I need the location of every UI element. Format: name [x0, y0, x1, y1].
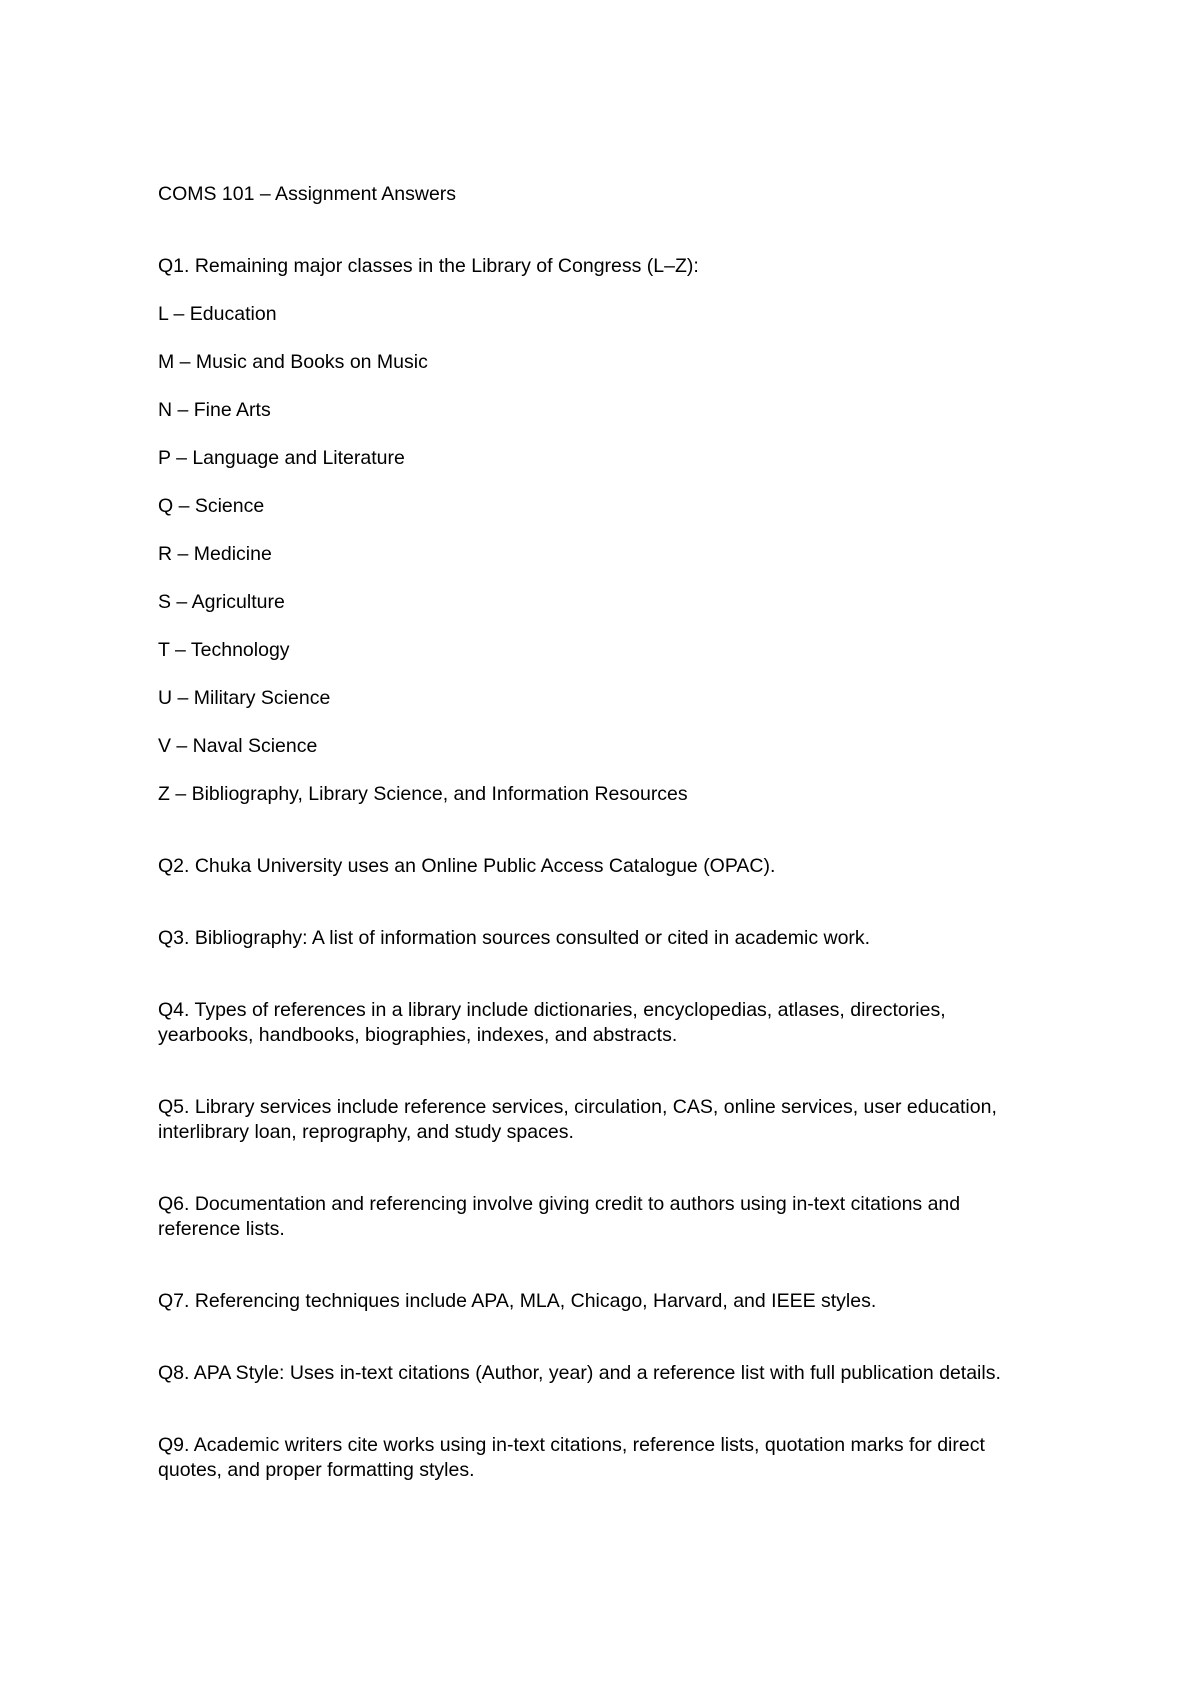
answer-q3	[158, 926, 1058, 951]
answer-q5	[158, 1095, 1058, 1145]
answer-q4	[158, 998, 1058, 1048]
lc-class-item: T – Technology	[158, 639, 290, 661]
answer-line: Q6. Documentation and referencing involve giving credit to authors using in-text citations and	[158, 1193, 961, 1215]
answer-line: Q7. Referencing techniques include APA, MLA, Chicago, Harvard, and IEEE styles.	[158, 1290, 877, 1312]
lc-class-item: S – Agriculture	[158, 591, 285, 613]
answer-q2	[158, 854, 1058, 879]
answer-line: Q9. Academic writers cite works using in-text citations, reference lists, quotation marks for direct	[158, 1434, 985, 1456]
answer-line: Q8. APA Style: Uses in-text citations (Author, year) and a reference list with full publication details.	[158, 1362, 1001, 1384]
lc-class-list	[158, 302, 1058, 807]
answer-q6	[158, 1192, 1058, 1242]
answer-line: reference lists.	[158, 1218, 285, 1240]
lc-class-item: P – Language and Literature	[158, 447, 405, 469]
answer-q8	[158, 1361, 1058, 1386]
lc-class-item: V – Naval Science	[158, 735, 318, 757]
lc-class-item: M – Music and Books on Music	[158, 351, 428, 373]
answer-line: Q2. Chuka University uses an Online Public Access Catalogue (OPAC).	[158, 855, 776, 877]
answer-q9	[158, 1433, 1058, 1483]
answer-line: quotes, and proper formatting styles.	[158, 1459, 475, 1481]
answer-line: interlibrary loan, reprography, and study spaces.	[158, 1121, 574, 1143]
q1-heading: Q1. Remaining major classes in the Library of Congress (L–Z):	[158, 255, 699, 277]
lc-class-item: R – Medicine	[158, 543, 272, 565]
document-title: COMS 101 – Assignment Answers	[158, 183, 457, 205]
document-body	[158, 182, 1058, 1530]
lc-class-item: N – Fine Arts	[158, 399, 271, 421]
lc-class-item: Q – Science	[158, 495, 265, 517]
answer-line: yearbooks, handbooks, biographies, indexes, and abstracts.	[158, 1024, 678, 1046]
lc-class-item: U – Military Science	[158, 687, 331, 709]
answer-line: Q4. Types of references in a library include dictionaries, encyclopedias, atlases, directories,	[158, 999, 946, 1021]
answer-line: Q5. Library services include reference services, circulation, CAS, online services, user education,	[158, 1096, 997, 1118]
lc-class-item: L – Education	[158, 303, 277, 325]
answer-line: Q3. Bibliography: A list of information sources consulted or cited in academic work.	[158, 927, 871, 949]
answer-q7	[158, 1289, 1058, 1314]
lc-class-item: Z – Bibliography, Library Science, and Information Resources	[158, 783, 688, 805]
